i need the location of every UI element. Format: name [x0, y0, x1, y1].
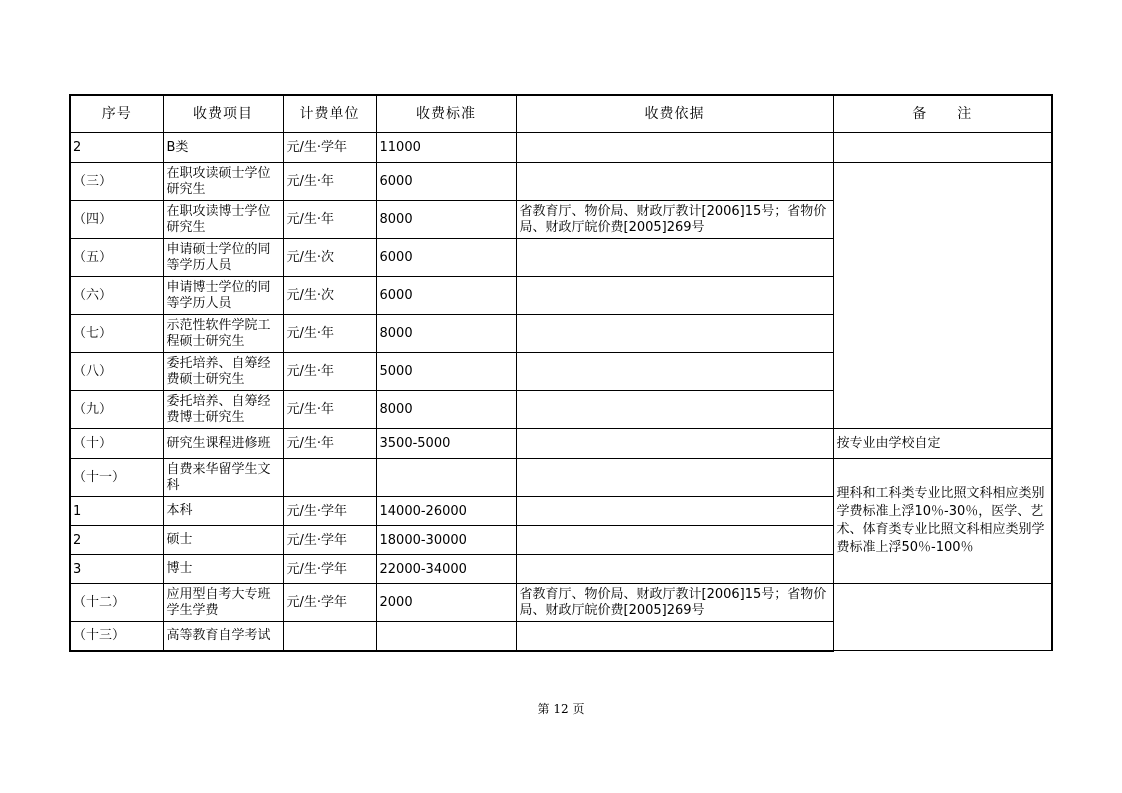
cell-serial: （六） [70, 277, 163, 315]
cell-standard: 8000 [376, 201, 516, 239]
header-unit: 计费单位 [283, 95, 376, 133]
cell-unit: 元/生·学年 [283, 497, 376, 526]
cell-item: 应用型自考大专班学生学费 [163, 584, 283, 622]
table-row [70, 459, 1052, 497]
cell-basis [516, 391, 833, 429]
cell-item: 高等教育自学考试 [163, 622, 283, 651]
cell-standard: 6000 [376, 239, 516, 277]
cell-serial: （十二） [70, 584, 163, 622]
header-standard: 收费标准 [376, 95, 516, 133]
cell-serial: （五） [70, 239, 163, 277]
cell-note-merged [833, 584, 1052, 651]
cell-unit: 元/生·年 [283, 391, 376, 429]
cell-standard: 6000 [376, 163, 516, 201]
cell-item: 在职攻读硕士学位研究生 [163, 163, 283, 201]
cell-standard: 3500-5000 [376, 429, 516, 459]
cell-standard: 18000-30000 [376, 526, 516, 555]
table-header-row [70, 95, 1052, 133]
header-item: 收费项目 [163, 95, 283, 133]
cell-serial: （七） [70, 315, 163, 353]
table-row [70, 133, 1052, 163]
cell-standard: 8000 [376, 315, 516, 353]
cell-item: 本科 [163, 497, 283, 526]
cell-basis [516, 622, 833, 651]
cell-item: 研究生课程进修班 [163, 429, 283, 459]
cell-unit [283, 622, 376, 651]
header-serial: 序号 [70, 95, 163, 133]
cell-note-merged [833, 163, 1052, 429]
cell-basis: 省教育厅、物价局、财政厅教计[2006]15号；省物价局、财政厅皖价费[2005]269号 [516, 584, 833, 622]
cell-basis [516, 315, 833, 353]
cell-serial: （三） [70, 163, 163, 201]
cell-serial: （十） [70, 429, 163, 459]
cell-basis [516, 497, 833, 526]
cell-basis [516, 353, 833, 391]
cell-note [833, 133, 1052, 163]
page-number: 第 12 页 [537, 702, 585, 716]
cell-item: 委托培养、自筹经费博士研究生 [163, 391, 283, 429]
cell-basis [516, 133, 833, 163]
cell-serial: 1 [70, 497, 163, 526]
table-row [70, 584, 1052, 622]
cell-item: 博士 [163, 555, 283, 584]
cell-unit: 元/生·学年 [283, 555, 376, 584]
cell-standard: 2000 [376, 584, 516, 622]
cell-unit: 元/生·学年 [283, 133, 376, 163]
cell-serial: （四） [70, 201, 163, 239]
cell-unit: 元/生·年 [283, 429, 376, 459]
cell-basis [516, 429, 833, 459]
table-row [70, 163, 1052, 201]
cell-item: 申请博士学位的同等学历人员 [163, 277, 283, 315]
cell-item: 自费来华留学生文科 [163, 459, 283, 497]
cell-basis [516, 459, 833, 497]
cell-serial: （八） [70, 353, 163, 391]
cell-basis: 省教育厅、物价局、财政厅教计[2006]15号；省物价局、财政厅皖价费[2005]269号 [516, 201, 833, 239]
cell-unit: 元/生·年 [283, 163, 376, 201]
cell-basis [516, 163, 833, 201]
cell-standard: 22000-34000 [376, 555, 516, 584]
header-note: 备 注 [833, 95, 1052, 133]
cell-unit: 元/生·年 [283, 201, 376, 239]
cell-item: 在职攻读博士学位研究生 [163, 201, 283, 239]
cell-note-merged: 理科和工科类专业比照文科相应类别学费标准上浮10％-30％，医学、艺术、体育类专业比照文科相应类别学费标准上浮50％-100％ [833, 459, 1052, 584]
cell-item: 硕士 [163, 526, 283, 555]
cell-standard: 8000 [376, 391, 516, 429]
cell-serial: 2 [70, 526, 163, 555]
cell-basis [516, 526, 833, 555]
cell-unit [283, 459, 376, 497]
cell-unit: 元/生·学年 [283, 584, 376, 622]
cell-serial: 3 [70, 555, 163, 584]
cell-standard: 6000 [376, 277, 516, 315]
cell-serial: （十三） [70, 622, 163, 651]
cell-unit: 元/生·学年 [283, 526, 376, 555]
cell-standard: 5000 [376, 353, 516, 391]
cell-basis [516, 239, 833, 277]
cell-standard [376, 459, 516, 497]
cell-unit: 元/生·年 [283, 315, 376, 353]
cell-serial: （九） [70, 391, 163, 429]
fee-table-sheet [69, 94, 1053, 652]
cell-note: 按专业由学校自定 [833, 429, 1052, 459]
cell-item: B类 [163, 133, 283, 163]
fee-table [69, 94, 1053, 652]
cell-unit: 元/生·次 [283, 239, 376, 277]
cell-standard: 14000-26000 [376, 497, 516, 526]
cell-basis [516, 555, 833, 584]
header-basis: 收费依据 [516, 95, 833, 133]
cell-item: 申请硕士学位的同等学历人员 [163, 239, 283, 277]
cell-item: 委托培养、自筹经费硕士研究生 [163, 353, 283, 391]
cell-serial: 2 [70, 133, 163, 163]
cell-unit: 元/生·年 [283, 353, 376, 391]
cell-serial: （十一） [70, 459, 163, 497]
table-row [70, 429, 1052, 459]
cell-unit: 元/生·次 [283, 277, 376, 315]
cell-item: 示范性软件学院工程硕士研究生 [163, 315, 283, 353]
cell-basis [516, 277, 833, 315]
cell-standard [376, 622, 516, 651]
cell-standard: 11000 [376, 133, 516, 163]
